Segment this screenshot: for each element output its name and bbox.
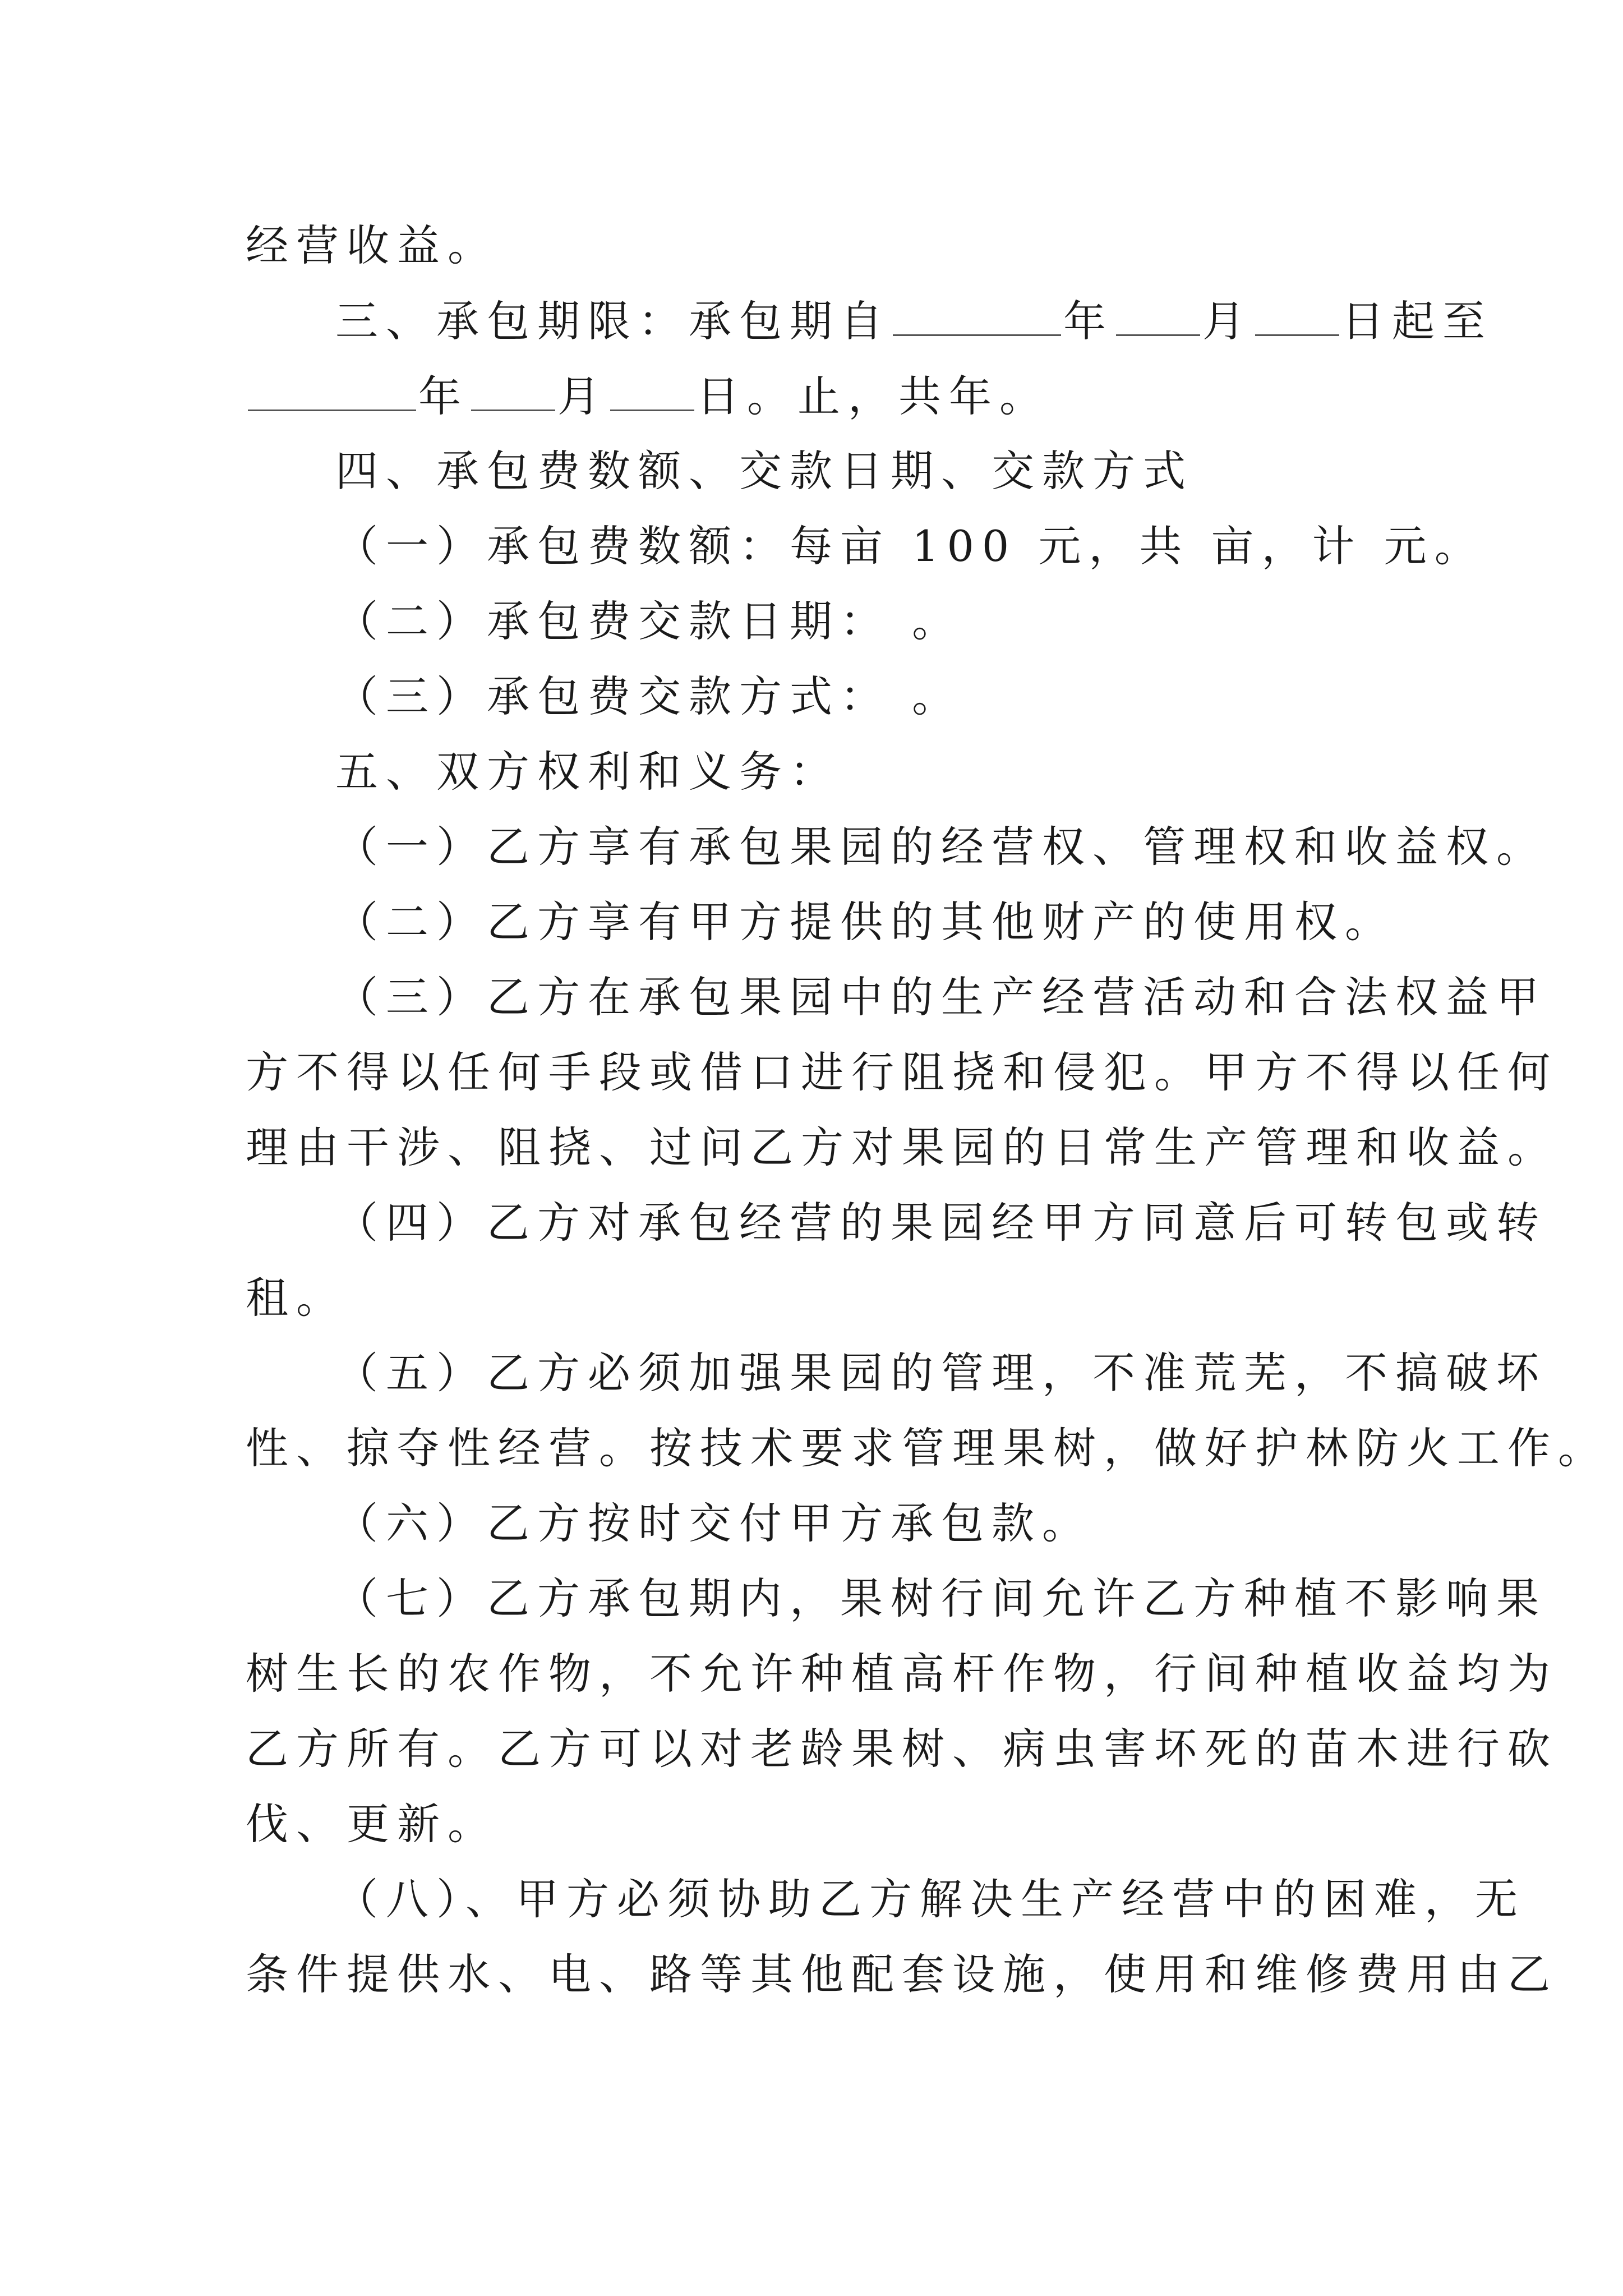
text-line: （三）承包费交款方式： 。	[335, 671, 963, 721]
line-text: 经营收益。	[246, 220, 498, 270]
text-line: （五）乙方必须加强果园的管理，不准荒芜，不搞破坏	[335, 1348, 1547, 1398]
text-line	[246, 220, 498, 270]
year-label: 年	[1063, 296, 1114, 346]
month-label: 月	[557, 371, 608, 421]
text-line: （四）乙方对承包经营的果园经甲方同意后可转包或转	[335, 1198, 1547, 1248]
day-blank	[1255, 300, 1339, 336]
text-line: 乙方所有。乙方可以对老龄果树、病虫害坏死的苗木进行砍	[246, 1724, 1558, 1774]
text-line: 理由干涉、阻挠、过问乙方对果园的日常生产管理和收益。	[246, 1122, 1558, 1172]
text-line: 租。	[246, 1273, 347, 1323]
text-line: （二）乙方享有甲方提供的其他财产的使用权。	[335, 897, 1395, 947]
day-label: 日起至	[1341, 296, 1493, 346]
text-line: （八）、甲方必须协助乙方解决生产经营中的困难，无	[335, 1874, 1525, 1924]
text-line: 伐、更新。	[246, 1799, 498, 1849]
text-line-term-end	[246, 371, 1050, 421]
year-blank	[893, 300, 1061, 336]
text-line: （二）承包费交款日期： 。	[335, 596, 963, 646]
text-line: （七）乙方承包期内，果树行间允许乙方种植不影响果	[335, 1573, 1547, 1623]
month-label: 月	[1202, 296, 1253, 346]
month-blank	[471, 375, 555, 411]
text-line: （三）乙方在承包果园中的生产经营活动和合法权益甲	[335, 972, 1547, 1022]
text-line: （六）乙方按时交付甲方承包款。	[335, 1498, 1092, 1548]
day-blank	[610, 375, 694, 411]
year-label: 年	[418, 371, 469, 421]
line-text: 三、承包期限：承包期自	[335, 296, 891, 346]
text-line: （一）乙方享有承包果园的经营权、管理权和收益权。	[335, 822, 1547, 872]
month-blank	[1116, 300, 1200, 336]
text-line: （一）承包费数额：每亩 100 元，共 亩，计 元。	[335, 521, 1485, 571]
text-line-term	[335, 296, 1493, 346]
line-text: 日。止，共年。	[697, 371, 1050, 421]
text-line: 条件提供水、电、路等其他配套设施，使用和维修费用由乙	[246, 1949, 1558, 1999]
section-heading: 四、承包费数额、交款日期、交款方式	[335, 446, 1193, 496]
text-line: 方不得以任何手段或借口进行阻挠和侵犯。甲方不得以任何	[246, 1047, 1558, 1097]
section-heading: 五、双方权利和义务：	[335, 747, 840, 797]
text-line: 树生长的农作物，不允许种植高杆作物，行间种植收益均为	[246, 1649, 1558, 1699]
year-blank	[248, 375, 416, 411]
text-line: 性、掠夺性经营。按技术要求管理果树，做好护林防火工作。	[246, 1423, 1608, 1473]
